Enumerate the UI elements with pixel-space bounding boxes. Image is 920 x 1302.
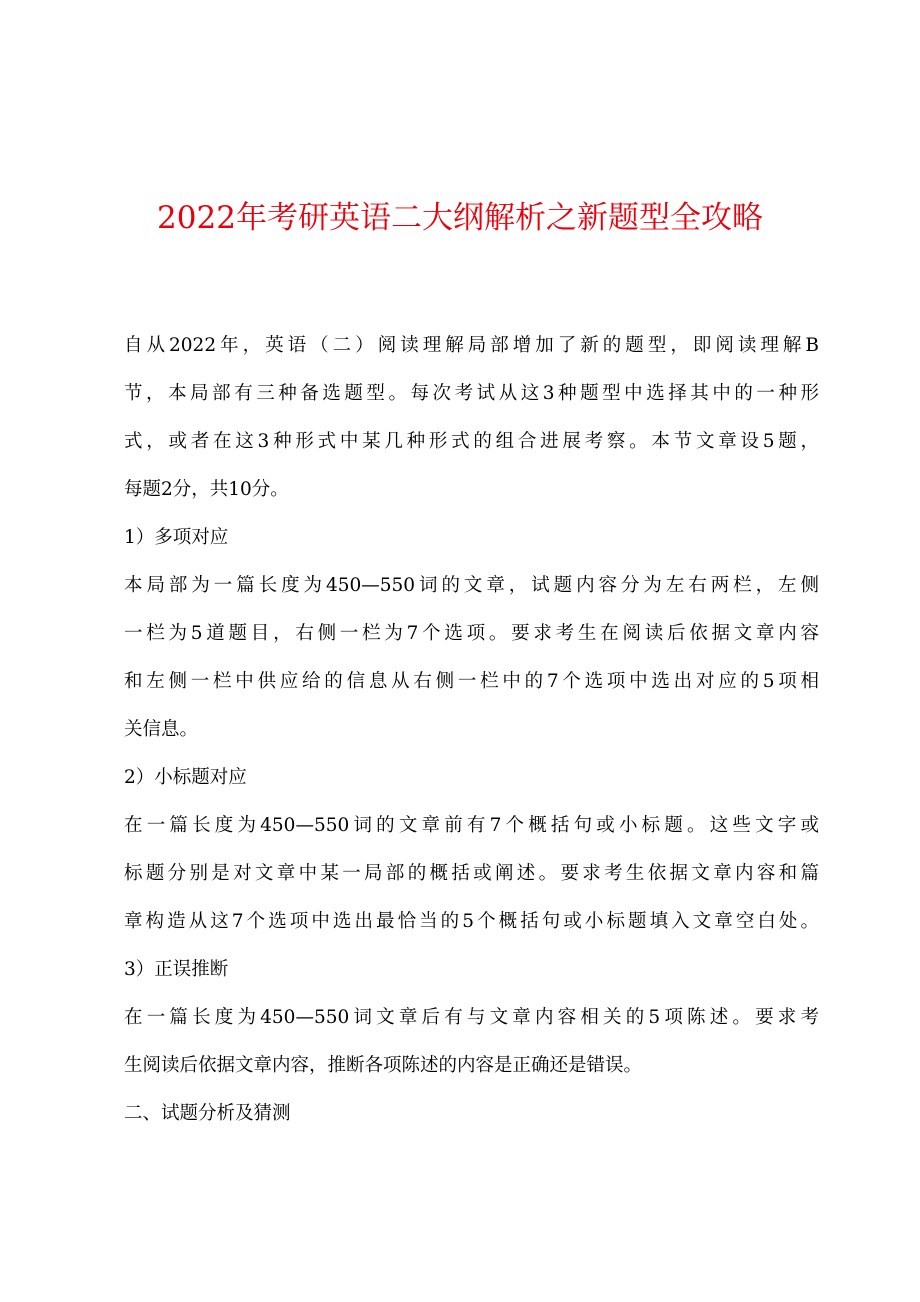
text-line: 和左侧一栏中供应给的信息从右侧一栏中的7个选项中选出对应的5项相: [124, 671, 819, 692]
text-line: 二、试题分析及猜测: [124, 1103, 291, 1124]
text-line: 1）多项对应: [124, 527, 229, 548]
text-line: 在一篇长度为450—550词的文章前有7个概括句或小标题。这些文字或: [124, 815, 819, 836]
document-body: [124, 322, 819, 1138]
text-line: 节，本局部有三种备选题型。每次考试从这3种题型中选择其中的一种形: [124, 383, 819, 404]
text-line: 3）正误推断: [124, 959, 229, 980]
text-line: 关信息。: [124, 719, 199, 740]
document-title: 2022年考研英语二大纲解析之新题型全攻略: [157, 200, 763, 236]
text-line: 每题2分，共10分。: [124, 479, 289, 500]
text-line: 生阅读后依据文章内容，推断各项陈述的内容是正确还是错误。: [124, 1055, 643, 1076]
text-line: 章构造从这7个选项中选出最恰当的5个概括句或小标题填入文章空白处。: [124, 911, 819, 932]
text-line: 本局部为一篇长度为450—550词的文章，试题内容分为左右两栏，左侧: [124, 575, 819, 596]
text-line: 2）小标题对应: [124, 767, 247, 788]
text-line: 在一篇长度为450—550词文章后有与文章内容相关的5项陈述。要求考: [124, 1007, 819, 1028]
text-line: 标题分别是对文章中某一局部的概括或阐述。要求考生依据文章内容和篇: [124, 863, 819, 884]
text-line: 一栏为5道题目，右侧一栏为7个选项。要求考生在阅读后依据文章内容: [124, 623, 819, 644]
text-line: 式，或者在这3种形式中某几种形式的组合进展考察。本节文章设5题，: [124, 431, 819, 452]
text-line: 自从2022年，英语（二）阅读理解局部增加了新的题型，即阅读理解B: [124, 335, 819, 356]
